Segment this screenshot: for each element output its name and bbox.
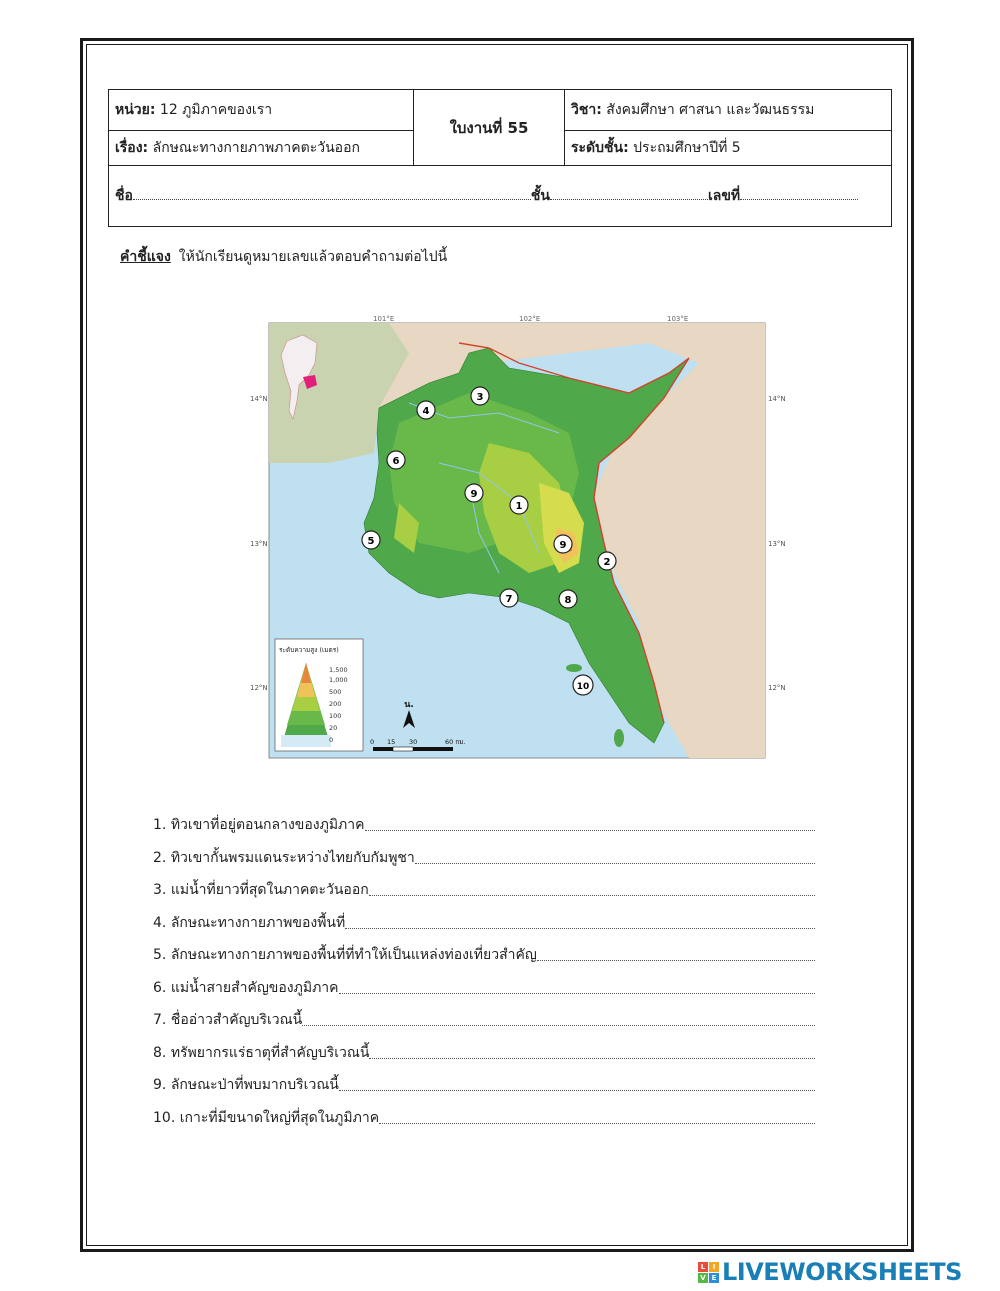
class-label: ชั้น bbox=[530, 188, 550, 204]
question-number: 9. bbox=[153, 1077, 167, 1093]
marker-8[interactable] bbox=[559, 590, 577, 608]
question-item bbox=[153, 944, 823, 977]
svg-text:9: 9 bbox=[559, 540, 567, 551]
island-south bbox=[614, 729, 624, 747]
topic-cell bbox=[109, 131, 414, 166]
legend-value: 1,500 bbox=[329, 666, 348, 674]
marker-5[interactable] bbox=[362, 531, 380, 549]
worksheet-header-table bbox=[108, 89, 892, 227]
marker-1[interactable] bbox=[510, 496, 528, 514]
instructions bbox=[120, 246, 447, 268]
legend-value: 500 bbox=[329, 688, 342, 696]
answer-line[interactable] bbox=[415, 847, 815, 864]
legend-value: 100 bbox=[329, 712, 342, 720]
marker-2[interactable] bbox=[598, 552, 616, 570]
svg-text:9: 9 bbox=[470, 489, 478, 500]
svg-text:0: 0 bbox=[370, 738, 375, 746]
unit-value: 12 ภูมิภาคของเรา bbox=[159, 102, 273, 118]
question-number: 2. bbox=[153, 849, 167, 866]
svg-text:7: 7 bbox=[505, 594, 513, 605]
legend-title: ระดับความสูง (เมตร) bbox=[279, 646, 339, 654]
question-text: ลักษณะทางกายภาพของพื้นที่ bbox=[170, 914, 346, 931]
svg-text:2: 2 bbox=[603, 557, 611, 568]
marker-4[interactable] bbox=[417, 401, 435, 419]
question-number: 1. bbox=[153, 817, 167, 833]
lat-label: 13°N bbox=[250, 540, 268, 548]
question-number: 10. bbox=[153, 1109, 176, 1126]
question-item bbox=[153, 1074, 823, 1107]
answer-line[interactable] bbox=[537, 944, 815, 961]
lon-label: 102°E bbox=[519, 315, 541, 323]
question-number: 7. bbox=[153, 1012, 167, 1028]
question-text: ลักษณะทางกายภาพของพื้นที่ที่ทำให้เป็นแหล่งท่องเที่ยวสำคัญ bbox=[170, 947, 537, 963]
marker-9a[interactable] bbox=[465, 484, 483, 502]
lat-label: 12°N bbox=[250, 684, 268, 692]
svg-text:10: 10 bbox=[576, 682, 590, 692]
answer-line[interactable] bbox=[365, 814, 815, 831]
svg-text:8: 8 bbox=[564, 595, 572, 606]
lat-label-right: 13°N bbox=[768, 540, 786, 548]
question-item bbox=[153, 814, 823, 847]
legend-value: 20 bbox=[329, 724, 338, 732]
subject-cell bbox=[565, 90, 892, 131]
topic-value: ลักษณะทางกายภาพภาคตะวันออก bbox=[152, 140, 360, 156]
answer-line[interactable] bbox=[369, 879, 815, 896]
name-field[interactable] bbox=[133, 185, 531, 200]
question-number: 4. bbox=[153, 914, 167, 931]
question-item bbox=[153, 847, 823, 880]
number-field[interactable] bbox=[740, 185, 858, 200]
question-item bbox=[153, 977, 823, 1010]
question-item bbox=[153, 1107, 823, 1140]
level-value: ประถมศึกษาปีที่ 5 bbox=[633, 140, 741, 156]
question-item bbox=[153, 912, 823, 945]
svg-text:4: 4 bbox=[422, 406, 430, 417]
marker-9b[interactable] bbox=[554, 535, 572, 553]
lat-label-right: 12°N bbox=[768, 684, 786, 692]
svg-text:3: 3 bbox=[476, 392, 484, 403]
question-list bbox=[153, 814, 823, 1139]
lat-label-right: 14°N bbox=[768, 395, 786, 403]
liveworksheets-icon: L I V E bbox=[698, 1262, 719, 1283]
marker-6[interactable] bbox=[387, 451, 405, 469]
number-label: เลขที่ bbox=[708, 188, 741, 204]
worksheet-number: ใบงานที่ 55 bbox=[414, 90, 565, 166]
liveworksheets-logo[interactable] bbox=[698, 1258, 962, 1286]
question-number: 8. bbox=[153, 1044, 167, 1061]
svg-text:5: 5 bbox=[367, 536, 375, 547]
answer-line[interactable] bbox=[302, 1009, 815, 1026]
question-item bbox=[153, 879, 823, 912]
unit-label: หน่วย: bbox=[115, 102, 156, 118]
question-text: ชื่ออ่าวสำคัญบริเวณนี้ bbox=[170, 1012, 303, 1028]
subject-label: วิชา: bbox=[571, 102, 602, 118]
question-item bbox=[153, 1009, 823, 1042]
question-text: ทิวเขากั้นพรมแดนระหว่างไทยกับกัมพูชา bbox=[170, 849, 415, 866]
instructions-text: ให้นักเรียนดูหมายเลขแล้วตอบคำถามต่อไปนี้ bbox=[178, 249, 448, 265]
svg-text:1: 1 bbox=[515, 501, 523, 512]
marker-10[interactable] bbox=[573, 675, 593, 695]
question-number: 5. bbox=[153, 947, 167, 963]
lon-label: 101°E bbox=[373, 315, 395, 323]
svg-text:6: 6 bbox=[392, 456, 400, 467]
level-cell bbox=[565, 131, 892, 166]
question-text: แม่น้ำสายสำคัญของภูมิภาค bbox=[170, 979, 339, 996]
legend-value: 1,000 bbox=[329, 676, 348, 684]
question-text: ทรัพยากรแร่ธาตุที่สำคัญบริเวณนี้ bbox=[170, 1044, 370, 1061]
lon-label: 103°E bbox=[667, 315, 689, 323]
answer-line[interactable] bbox=[339, 1074, 815, 1091]
question-number: 6. bbox=[153, 979, 167, 996]
svg-text:15: 15 bbox=[387, 738, 396, 746]
eastern-region-map bbox=[269, 315, 765, 758]
legend-value: 0 bbox=[329, 736, 334, 744]
legend-value: 200 bbox=[329, 700, 342, 708]
question-text: ทิวเขาที่อยู่ตอนกลางของภูมิภาค bbox=[170, 817, 365, 833]
svg-text:30: 30 bbox=[409, 738, 418, 746]
question-number: 3. bbox=[153, 882, 167, 898]
island bbox=[566, 664, 582, 672]
answer-line[interactable] bbox=[345, 912, 815, 929]
class-field[interactable] bbox=[550, 185, 708, 200]
subject-value: สังคมศึกษา ศาสนา และวัฒนธรรม bbox=[606, 102, 815, 118]
student-info-row bbox=[109, 166, 892, 227]
topic-label: เรื่อง: bbox=[115, 140, 149, 156]
marker-3[interactable] bbox=[471, 387, 489, 405]
elevation-legend bbox=[275, 639, 363, 751]
svg-text:60 กม.: 60 กม. bbox=[445, 738, 466, 746]
question-text: ลักษณะป่าที่พบมากบริเวณนี้ bbox=[170, 1077, 339, 1093]
unit-cell bbox=[109, 90, 414, 131]
svg-text:น.: น. bbox=[404, 700, 414, 710]
answer-line[interactable] bbox=[369, 1042, 815, 1059]
answer-line[interactable] bbox=[339, 977, 815, 994]
question-text: เกาะที่มีขนาดใหญ่ที่สุดในภูมิภาค bbox=[179, 1109, 380, 1126]
lat-label: 14°N bbox=[250, 395, 268, 403]
level-label: ระดับชั้น: bbox=[571, 140, 629, 156]
instructions-label: คำชี้แจง bbox=[120, 249, 171, 265]
name-label: ชื่อ bbox=[115, 188, 133, 204]
brand-name: LIVEWORKSHEETS bbox=[722, 1258, 962, 1286]
answer-line[interactable] bbox=[379, 1107, 815, 1124]
marker-7[interactable] bbox=[500, 589, 518, 607]
question-text: แม่น้ำที่ยาวที่สุดในภาคตะวันออก bbox=[170, 882, 369, 898]
question-item bbox=[153, 1042, 823, 1075]
